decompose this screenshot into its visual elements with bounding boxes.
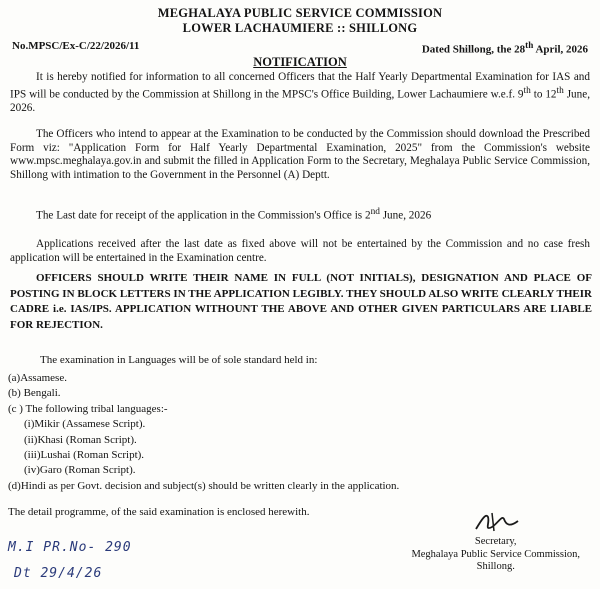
paragraph-application-form: The Officers who intend to appear at the Examination to be conducted by the Commission should download the Prescribed Form viz: "Application Form for Half Yearly Departmental Examination, 2025" from the Commission's website www.mpsc.meghalaya.gov.in and submit the filled in Application Form to the Secretary, Meghalaya Public Service Commission, Shillong with intimation to the Government in the Personnel (A) Deptt. [10,128,590,181]
enclosure-note: The detail programme, of the said examination is enclosed herewith. [8,506,310,518]
organization-address: LOWER LACHAUMIERE :: SHILLONG [182,21,418,35]
notification-title: NOTIFICATION [253,55,347,69]
list-item: (i)Mikir (Assamese Script). [24,418,146,431]
signature-block [411,536,580,574]
languages-list [8,371,399,494]
list-item: (iii)Lushai (Roman Script). [24,449,145,462]
handwritten-reference: M.I PR.No- 290 [8,540,132,555]
paragraph-instructions-caps: OFFICERS SHOULD WRITE THEIR NAME IN FULL (NOT INITIALS), DESIGNATION AND PLACE OF POSTING IN BLOCK LETTERS IN THE APPLICATION LEGIBLY. THEY SHOULD ALSO WRITE CLEARLY THEIR CADRE i.e. IAS/IPS. APPLICATION WITHOUNT THE ABOVE AND OTHER GIVEN PARTICULARS ARE LIABLE FOR REJECTION. [10,272,592,331]
list-item: (iv)Garo (Roman Script). [24,464,136,477]
signature-mark-icon [472,509,522,535]
date-line: Dated Shillong, the 28th April, 2026 [421,40,588,56]
organization-name: MEGHALAYA PUBLIC SERVICE COMMISSION [157,6,443,20]
list-item: (c ) The following tribal languages:- [8,402,168,415]
languages-intro: The examination in Languages will be of sole standard held in: [40,354,318,366]
paragraph-late-applications: Applications received after the last date as fixed above will not be entertained by the Commission and no case fresh application will be entertained in the Examination centre. [10,238,590,264]
handwritten-date: Dt 29/4/26 [14,566,103,581]
list-item: (a)Assamese. [8,372,67,384]
reference-number: No.MPSC/Ex-C/22/2026/11 [12,40,140,52]
list-item: (ii)Khasi (Roman Script). [24,433,137,446]
list-item: (d)Hindi as per Govt. decision and subject(s) should be written clearly in the application. [8,479,400,492]
signatory-title: Secretary, [474,536,517,547]
paragraph-last-date: The Last date for receipt of the application in the Commission's Office is 2nd June, 2026 [36,207,432,222]
signatory-organization: Meghalaya Public Service Commission, [411,548,580,560]
signatory-place: Shillong. [476,561,515,573]
paragraph-exam-dates: It is hereby notified for information to all concerned Officers that the Half Yearly Departmental Examination for IAS and IPS will be conducted by the Commission at Shillong in the MPSC's Office Building, Lower Lachaumiere w.e.f. 9th to 12th June, 2026. [10,71,590,114]
list-item: (b) Bengali. [8,387,61,400]
